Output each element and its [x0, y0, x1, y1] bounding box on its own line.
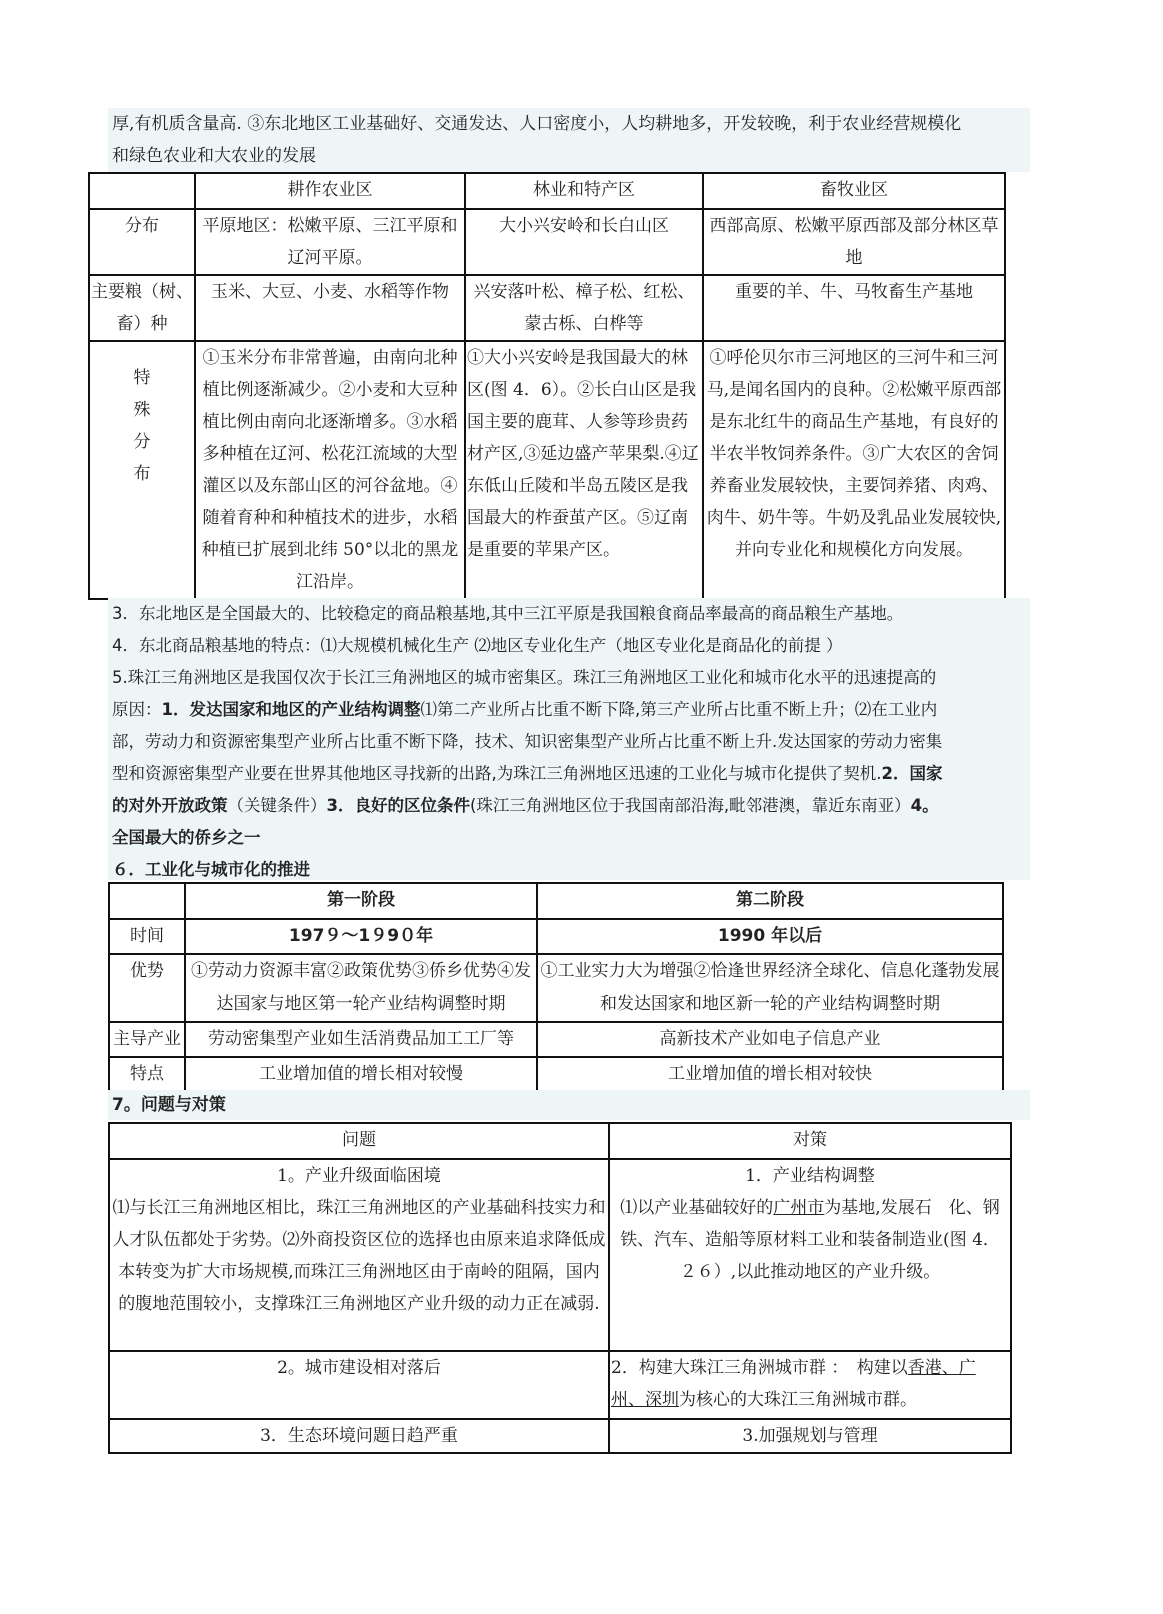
table-cell: 劳动密集型产业如生活消费品加工工厂等	[185, 1022, 537, 1057]
link-hongkong[interactable]: 香港	[907, 1358, 942, 1378]
industrialization-stages-table	[108, 882, 1004, 1093]
header-cell-farming: 耕作农业区	[195, 173, 465, 209]
table-cell: 平原地区：松嫩平原、三江平原和辽河平原。	[195, 209, 465, 275]
table-row	[109, 1057, 1003, 1092]
text-span: 为基地,发展石 化、钢铁、汽车、造船等原材料工业和装备制造业(图 4． ２６）,以此推动地区的产业升级。	[620, 1198, 1000, 1282]
label-char: 分	[133, 432, 151, 452]
problems-countermeasures-table	[108, 1122, 1012, 1454]
table-cell: ①劳动力资源丰富②政策优势③侨乡优势④发达国家与地区第一轮产业结构调整时期	[185, 954, 537, 1022]
row-label-advantage: 优势	[109, 954, 185, 1022]
table-cell: ①呼伦贝尔市三河地区的三河牛和三河马,是闻名国内的良种。②松嫩平原西部是东北红牛的商品生产基地，有良好的半农半牧饲养条件。③广大农区的舍饲养畜业发展较快，主要饲养猪、肉鸡、肉牛、奶牛等。牛奶及乳品业发展较快,并向专业化和规模化方向发展。	[703, 341, 1005, 599]
label-char: 布	[133, 464, 151, 484]
intro-paragraph	[108, 108, 1030, 172]
bold-heading: 的对外开放政策	[112, 796, 228, 815]
countermeasure-title: 1．产业结构调整	[745, 1166, 875, 1186]
countermeasure-body	[611, 1192, 1009, 1288]
problem-cell: 3．生态环境问题日趋严重	[109, 1419, 609, 1453]
row-label-species: 主要粮（树、畜）种	[89, 275, 195, 341]
point-6-heading: ６．工业化与城市化的推进	[112, 860, 310, 879]
text-span: (珠江三角洲地区位于我国南部沿海,毗邻港澳，靠近东南亚）	[469, 796, 911, 815]
table-cell: 玉米、大豆、小麦、水稻等作物	[195, 275, 465, 341]
header-cell-empty	[109, 883, 185, 919]
row-label-distribution: 分布	[89, 209, 195, 275]
table-cell: 工业增加值的增长相对较快	[537, 1057, 1003, 1092]
bold-heading: 4。	[910, 796, 939, 815]
header-cell-empty	[89, 173, 195, 209]
text-span: （关键条件）	[227, 796, 327, 815]
bold-heading: 1．发达国家和地区的产业结构调整	[161, 700, 421, 719]
intro-line-2: 和绿色农业和大农业的发展	[112, 146, 316, 166]
header-cell-problem: 问题	[109, 1123, 609, 1159]
table-cell: 西部高原、松嫩平原西部及部分林区草地	[703, 209, 1005, 275]
bold-heading: 3．良好的区位条件	[326, 796, 470, 815]
bold-heading: 2．国家	[881, 764, 943, 783]
table-row	[89, 209, 1005, 275]
problem-title: 1。产业升级面临困境	[277, 1166, 441, 1186]
point-5-line-4	[112, 758, 1030, 790]
point-5-line-3: 部，劳动力和资源密集型产业所占比重不断下降，技术、知识密集型产业所占比重不断上升.发达国家的劳动力密集	[112, 732, 943, 751]
table-header-row	[109, 1123, 1011, 1159]
text-span: 原因：	[112, 700, 162, 719]
text-span: 2．构建大珠江三角洲城市群 ： 构建以	[611, 1358, 908, 1378]
point-3: 3．东北地区是全国最大的、比较稳定的商品粮基地,其中三江平原是我国粮食商品率最高的商品粮生产基地。	[112, 604, 904, 623]
link-guangzhou[interactable]: 广州	[611, 1358, 976, 1410]
table-row	[109, 919, 1003, 954]
text-span: 型和资源密集型产业要在世界其他地区寻找新的出路,为珠江三角洲地区迅速的工业化与城市化提供了契机.	[112, 764, 882, 783]
point-5-line-6: 全国最大的侨乡之一	[112, 828, 261, 847]
table-cell: 1990 年以后	[537, 919, 1003, 954]
table-row	[89, 341, 1005, 599]
table-cell: 高新技术产业如电子信息产业	[537, 1022, 1003, 1057]
point-5-line-2	[112, 694, 1030, 726]
link-shenzhen[interactable]: 深圳	[645, 1390, 679, 1410]
table-row	[109, 1159, 1011, 1351]
header-cell-livestock: 畜牧业区	[703, 173, 1005, 209]
header-cell-forestry: 林业和特产区	[465, 173, 703, 209]
header-cell-stage-1: 第一阶段	[185, 883, 537, 919]
header-cell-stage-2: 第二阶段	[537, 883, 1003, 919]
link-guangzhou-city[interactable]: 广州市	[773, 1198, 825, 1218]
agriculture-regions-table	[88, 172, 1006, 600]
table-cell: 工业增加值的增长相对较慢	[185, 1057, 537, 1092]
countermeasure-cell: 3.加强规划与管理	[609, 1419, 1011, 1453]
table-header-row	[109, 883, 1003, 919]
header-cell-countermeasure: 对策	[609, 1123, 1011, 1159]
text-span: ⑴以产业基础较好的	[620, 1198, 774, 1218]
text-span: 为核心的大珠江三角洲城市群。	[679, 1390, 917, 1410]
table-cell: ①玉米分布非常普遍，由南向北种植比例逐渐减少。②小麦和大豆种植比例由南向北逐渐增多。③水稻多种植在辽河、松花江流域的大型灌区以及东部山区的河谷盆地。④随着育种和种植技术的进步，水稻种植已扩展到北纬 50°以北的黑龙江沿岸。	[195, 341, 465, 599]
table-row	[89, 275, 1005, 341]
label-char: 殊	[133, 400, 151, 420]
point-5-line-1: 5.珠江三角洲地区是我国仅次于长江三角洲地区的城市密集区。珠江三角洲地区工业化和城市化水平的迅速提高的	[112, 668, 937, 687]
countermeasure-cell	[609, 1159, 1011, 1351]
section-7-heading: 7。问题与对策	[108, 1090, 1030, 1120]
table-row	[109, 1351, 1011, 1419]
row-label-leading-industry: 主导产业	[109, 1022, 185, 1057]
problem-cell: 2。城市建设相对落后	[109, 1351, 609, 1419]
table-cell: 重要的羊、牛、马牧畜生产基地	[703, 275, 1005, 341]
table-row	[109, 1022, 1003, 1057]
separator: 、	[628, 1390, 645, 1410]
problem-body: ⑴与长江三角洲地区相比，珠江三角洲地区的产业基础科技实力和人才队伍都处于劣势。⑵外商投资区位的选择也由原来追求降低成本转变为扩大市场规模,而珠江三角洲地区由于南岭的阻隔，国内的腹地范围较小，支撑珠江三角洲地区产业升级的动力正在减弱.	[112, 1198, 606, 1314]
table-row	[109, 954, 1003, 1022]
problem-cell	[109, 1159, 609, 1351]
row-label-feature: 特点	[109, 1057, 185, 1092]
countermeasure-cell	[609, 1351, 1011, 1419]
point-5-line-5	[112, 790, 1030, 822]
table-cell: 197９～1９9０年	[185, 919, 537, 954]
points-block	[108, 598, 1030, 880]
row-label-time: 时间	[109, 919, 185, 954]
table-cell: ①大小兴安岭是我国最大的林区(图 4．6）。②长白山区是我国主要的鹿茸、人参等珍贵药材产区,③延边盛产苹果梨.④辽东低山丘陵和半岛五陵区是我国最大的柞蚕茧产区。⑤辽南是重要的苹果产区。	[465, 341, 703, 599]
intro-line-1: 厚,有机质含量高. ③东北地区工业基础好、交通发达、人口密度小，人均耕地多，开发较晚，利于农业经营规模化	[112, 114, 962, 134]
table-row	[109, 1419, 1011, 1453]
table-cell: ①工业实力大为增强②恰逢世界经济全球化、信息化蓬勃发展和发达国家和地区新一轮的产业结构调整时期	[537, 954, 1003, 1022]
separator: 、	[941, 1358, 959, 1378]
label-char: 特	[133, 368, 151, 388]
table-cell: 兴安落叶松、樟子松、红松、蒙古栎、白桦等	[465, 275, 703, 341]
row-label-special-distribution	[89, 341, 195, 599]
text-span: ⑴第二产业所占比重不断下降,第三产业所占比重不断上升；⑵在工业内	[420, 700, 938, 719]
table-header-row	[89, 173, 1005, 209]
point-4: 4．东北商品粮基地的特点：⑴大规模机械化生产 ⑵地区专业化生产（地区专业化是商品化的前提 ）	[112, 636, 843, 655]
table-cell: 大小兴安岭和长白山区	[465, 209, 703, 275]
